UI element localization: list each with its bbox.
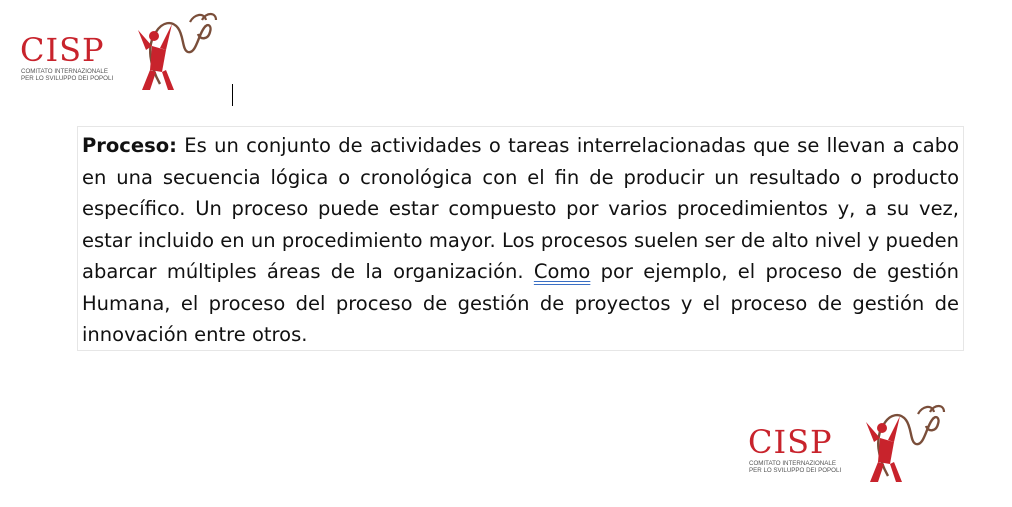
text-box[interactable] xyxy=(77,126,964,351)
logo-figure-icon xyxy=(860,398,950,484)
logo-subtitle-line1: COMITATO INTERNAZIONALE xyxy=(749,460,836,467)
logo-wordmark: CISP xyxy=(20,31,105,69)
logo-subtitle-line2: PER LO SVILUPPO DEI POPOLI xyxy=(21,75,114,82)
logo-wordmark: CISP xyxy=(748,423,833,461)
logo-subtitle-line2: PER LO SVILUPPO DEI POPOLI xyxy=(749,467,842,474)
grammar-flagged-word[interactable]: Como xyxy=(533,260,591,283)
definition-term: Proceso: xyxy=(82,134,177,157)
logo-subtitle-line1: COMITATO INTERNAZIONALE xyxy=(21,68,108,75)
cisp-logo-top xyxy=(20,6,220,96)
logo-figure-icon xyxy=(132,6,222,92)
logo-subtitle xyxy=(21,68,113,82)
definition-body-start: Es un conjunto de actividades o tareas interrelacionadas que se llevan a cabo en una secuencia lógica o cronológica con el fin de producir un resultado o producto específico. Un proceso puede estar compuesto por varios procedimientos y, a su vez, estar incluido en un procedimiento mayor. Los procesos suelen ser de alto nivel y pueden abarcar múltiples áreas de la organización. xyxy=(82,134,959,283)
cisp-logo-bottom xyxy=(748,398,948,488)
logo-subtitle xyxy=(749,460,841,474)
definition-body-end: por ejemplo, el proceso de gestión Humana, el proceso del proceso de gestión de proyectos y el proceso de gestión de innovación entre otros. xyxy=(82,260,959,346)
text-cursor xyxy=(232,84,233,106)
